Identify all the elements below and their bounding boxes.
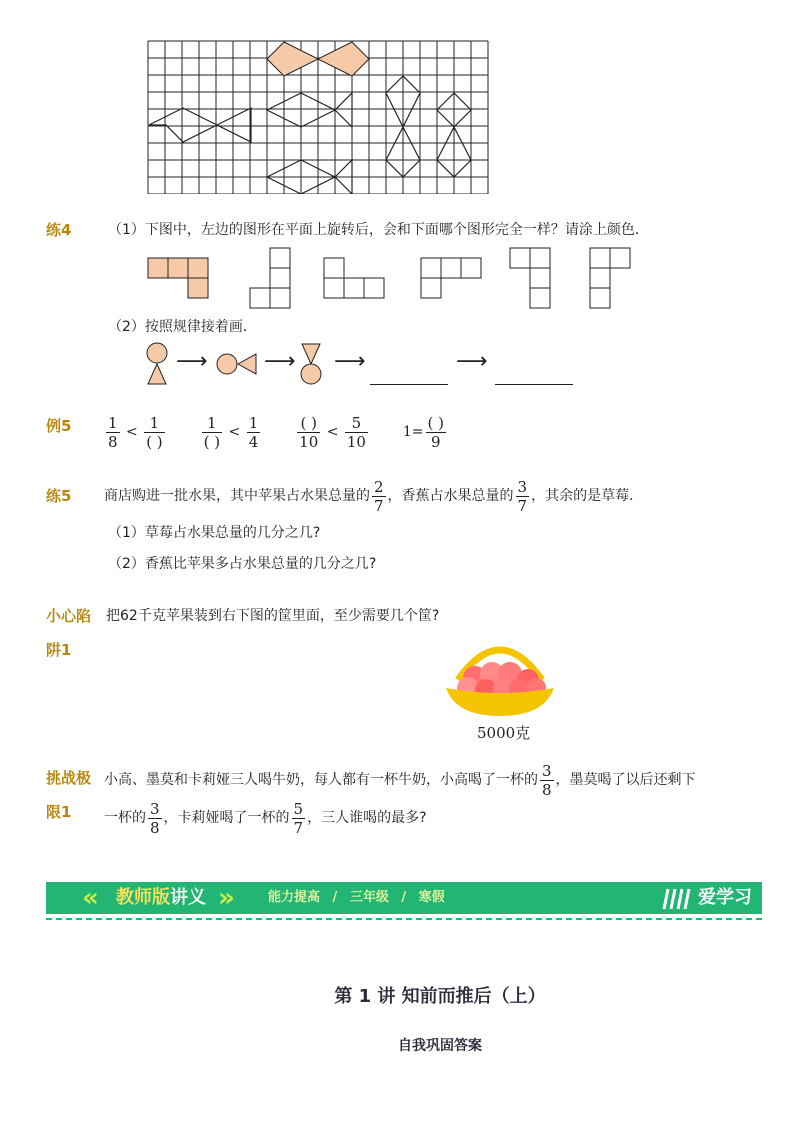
comparison-3: $\frac{( )}{10}$ < $\frac{5}{10}$: [299, 413, 366, 451]
brand-logo-icon: [660, 885, 696, 911]
answer-blank-1[interactable]: [370, 384, 448, 385]
lian5-label: 练5: [46, 487, 72, 505]
equation-4: 1= $\frac{( )}{9}$: [402, 413, 445, 451]
challenge-text-line2: 一杯的 $\frac{3}{8}$ ，卡莉娅喝了一杯的 $\frac{5}{7}$ ，三人谁喝的最多?: [104, 799, 427, 837]
banner-title: 教师版讲义: [116, 887, 206, 908]
trap-label-line2: 阱1: [46, 641, 72, 659]
brand-name: 爱学习: [698, 887, 752, 908]
arrow-3: ⟶: [334, 349, 366, 374]
trap-text: 把62千克苹果装到右下图的筐里面，至少需要几个筐?: [106, 608, 440, 624]
lian5-question-1: （1）草莓占水果总量的几分之几?: [108, 525, 321, 541]
lian5-question-2: （2）香蕉比苹果多占水果总量的几分之几?: [108, 556, 377, 572]
ex4-label: 练4: [46, 221, 72, 239]
arrow-4: ⟶: [456, 349, 488, 374]
challenge-text-line1: 小高、墨莫和卡莉娅三人喝牛奶，每人都有一杯牛奶，小高喝了一杯的 $\frac{3}{8}$ ，墨莫喝了以后还剩下: [104, 761, 696, 799]
grid-figure: [147, 40, 489, 194]
arrow-2: ⟶: [264, 349, 296, 374]
comparison-1: $\frac{1}{8}$ < $\frac{1}{( )}$: [108, 413, 163, 451]
answer-blank-2[interactable]: [495, 384, 573, 385]
challenge-label-line2: 限1: [46, 803, 72, 821]
trap-label-line1: 小心陷: [46, 607, 92, 625]
banner-divider: [46, 918, 762, 920]
example5-label: 例5: [46, 417, 72, 435]
basket-image: [440, 630, 560, 720]
teacher-banner: [46, 882, 762, 914]
chevrons-left-icon: «: [82, 883, 99, 913]
comparison-2: $\frac{1}{( )}$ < $\frac{1}{4}$: [203, 413, 259, 451]
lian5-text: 商店购进一批水果，其中苹果占水果总量的 $\frac{2}{7}$ ，香蕉占水果总量的 $\frac{3}{7}$ ，其余的是草莓．: [104, 477, 644, 515]
lecture-title: 第 1 讲 知前而推后（上）: [334, 986, 546, 1007]
chevrons-right-icon: »: [218, 883, 235, 913]
rotation-shapes: [146, 246, 636, 310]
pattern-sequence: [140, 340, 340, 388]
bowtie-middle: [267, 93, 352, 127]
basket-caption: 5000克: [477, 724, 531, 742]
banner-breadcrumb: 能力提高 / 三年级 / 寒假: [268, 890, 445, 905]
answer-subtitle: 自我巩固答案: [398, 1038, 482, 1054]
bowtie-left: [149, 108, 251, 142]
example5-row: [104, 410, 448, 454]
arrow-1: ⟶: [176, 349, 208, 374]
challenge-label-line1: 挑战极: [46, 769, 92, 787]
ex4-question-2: （2）按照规律接着画．: [108, 319, 257, 335]
ex4-question-1: （1）下图中，左边的图形在平面上旋转后，会和下面哪个图形完全一样？请涂上颜色．: [108, 222, 649, 238]
